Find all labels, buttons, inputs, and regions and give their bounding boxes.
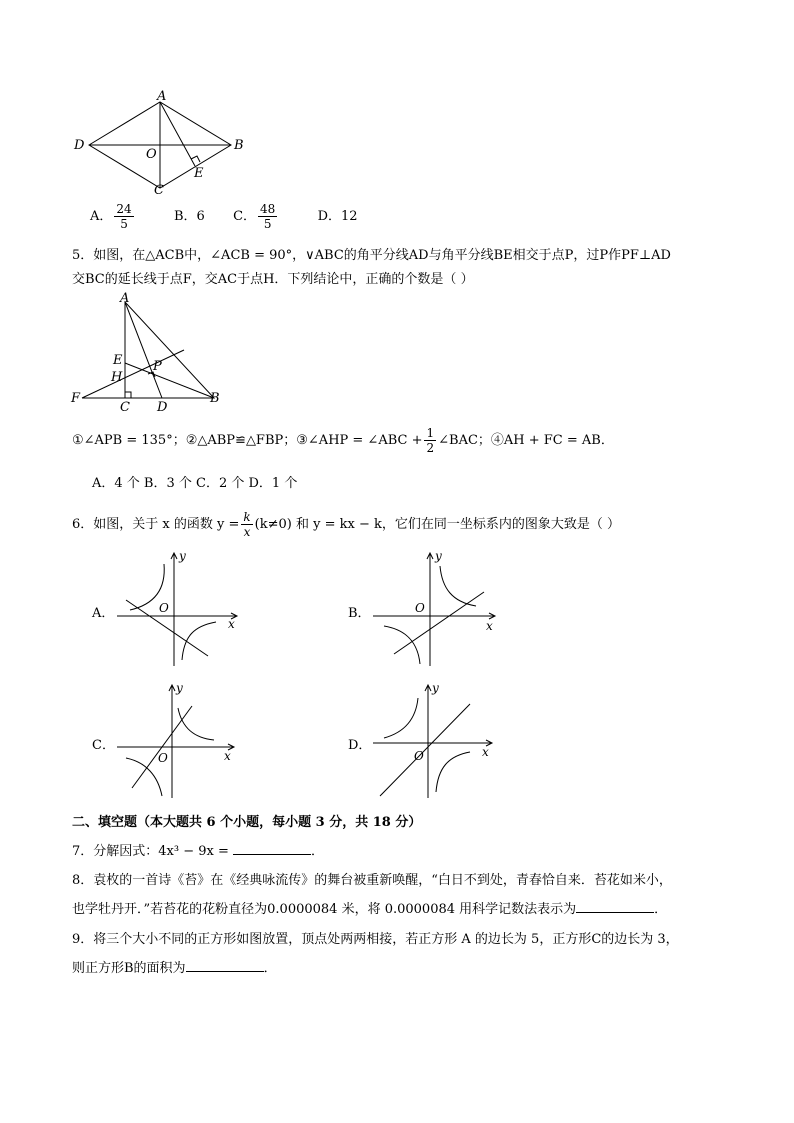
- q8-end: ．: [654, 902, 668, 917]
- q4-option-b: B．6: [173, 209, 205, 224]
- x-axis-label: x: [482, 745, 489, 759]
- q5-half-fraction: $\frac{1}{2}$: [426, 426, 435, 455]
- origin-label: O: [415, 601, 425, 615]
- q6-stem: [72, 510, 620, 539]
- q4-option-c-fraction: $\frac{48}{5}$: [260, 202, 276, 231]
- y-axis-label: y: [435, 549, 442, 563]
- origin-label: O: [159, 601, 169, 615]
- origin-label: O: [414, 749, 424, 763]
- graph-b: [370, 548, 510, 670]
- q9-answer-blank[interactable]: [186, 959, 264, 972]
- q4-option-a: A．: [90, 209, 113, 224]
- label-D: D: [157, 400, 168, 413]
- q9-line2-text: 则正方形B的面积为: [72, 961, 186, 976]
- q8-answer-blank[interactable]: [576, 900, 654, 913]
- q5-conclusions-part1: ①∠APB = 135°；②△ABP≌△FBP；③∠AHP = ∠ABC +: [72, 433, 423, 448]
- q4-option-d: D．12: [317, 209, 358, 224]
- q7-end: ．: [311, 844, 325, 859]
- q8-line2: [72, 898, 667, 917]
- q6-prefix: 6．如图，关于 x 的函数 y =: [72, 517, 240, 532]
- q6-k-over-x: $\frac{k}{x}$: [243, 510, 251, 539]
- graph-b-option-label: B．: [348, 606, 371, 621]
- label-O: O: [146, 147, 157, 162]
- label-H: H: [111, 370, 123, 385]
- q4-option-c: C．: [233, 209, 257, 224]
- q9-end: ．: [263, 961, 277, 976]
- q4-options: [90, 202, 358, 231]
- q7-answer-blank[interactable]: [233, 842, 311, 855]
- q7-text: 7．分解因式：4x³ − 9x =: [72, 844, 229, 859]
- q5-line2: 交BC的延长线于点F，交AC于点H．下列结论中，正确的个数是（ ）: [72, 272, 474, 287]
- label-D: D: [74, 138, 85, 153]
- origin-label: O: [158, 751, 168, 765]
- label-E: E: [113, 353, 123, 368]
- label-C: C: [120, 400, 130, 413]
- label-A: A: [120, 291, 130, 306]
- q6-suffix: (k≠0) 和 y = kx − k，它们在同一坐标系内的图象大致是（ ）: [254, 517, 620, 532]
- y-axis-label: y: [176, 681, 183, 695]
- label-P: P: [153, 359, 162, 374]
- q5-conclusions: [72, 426, 614, 455]
- q5-options: A．4 个 B．3 个 C．2 个 D．1 个: [92, 476, 298, 491]
- graph-d: [370, 680, 510, 802]
- graph-a: [112, 548, 252, 670]
- graph-c-option-label: C．: [92, 738, 115, 753]
- q5-line1: 5．如图，在△ACB中，∠ACB = 90°，∨ABC的角平分线AD与角平分线BE相交于点P，过P作PF⊥AD: [72, 248, 671, 263]
- y-axis-label: y: [432, 681, 439, 695]
- q5-conclusions-part2: ∠BAC；④AH + FC = AB．: [438, 433, 614, 448]
- graph-a-option-label: A．: [92, 606, 115, 621]
- q8-line2-text: 也学牡丹开．”若苔花的花粉直径为0.0000084 米，将 0.0000084 用科学记数法表示为: [72, 902, 577, 917]
- graph-d-option-label: D．: [348, 738, 372, 753]
- label-A: A: [157, 90, 167, 104]
- label-E: E: [194, 166, 204, 181]
- y-axis-label: y: [179, 549, 186, 563]
- label-B: B: [210, 391, 220, 406]
- section-heading: 二、填空题（本大题共 6 个小题，每小题 3 分，共 18 分）: [72, 815, 422, 830]
- q7: [72, 840, 324, 859]
- graph-c: [112, 680, 252, 802]
- x-axis-label: x: [486, 619, 493, 633]
- q4-option-a-fraction: $\frac{24}{5}$: [116, 202, 132, 231]
- label-F: F: [71, 391, 81, 406]
- x-axis-label: x: [224, 749, 231, 763]
- rhombus-figure: [60, 90, 260, 200]
- label-C: C: [154, 183, 164, 198]
- label-B: B: [234, 138, 244, 153]
- q9-line1: 9．将三个大小不同的正方形如图放置，顶点处两两相接，若正方形 A 的边长为 5，正方形C的边长为 3，: [72, 932, 679, 947]
- triangle-figure: [66, 288, 226, 413]
- q9-line2: [72, 957, 277, 976]
- q8-line1: 8．袁枚的一首诗《苔》在《经典咏流传》的舞台被重新唤醒，“白日不到处，青春恰自来．苔花如米小，: [72, 873, 672, 888]
- x-axis-label: x: [228, 617, 235, 631]
